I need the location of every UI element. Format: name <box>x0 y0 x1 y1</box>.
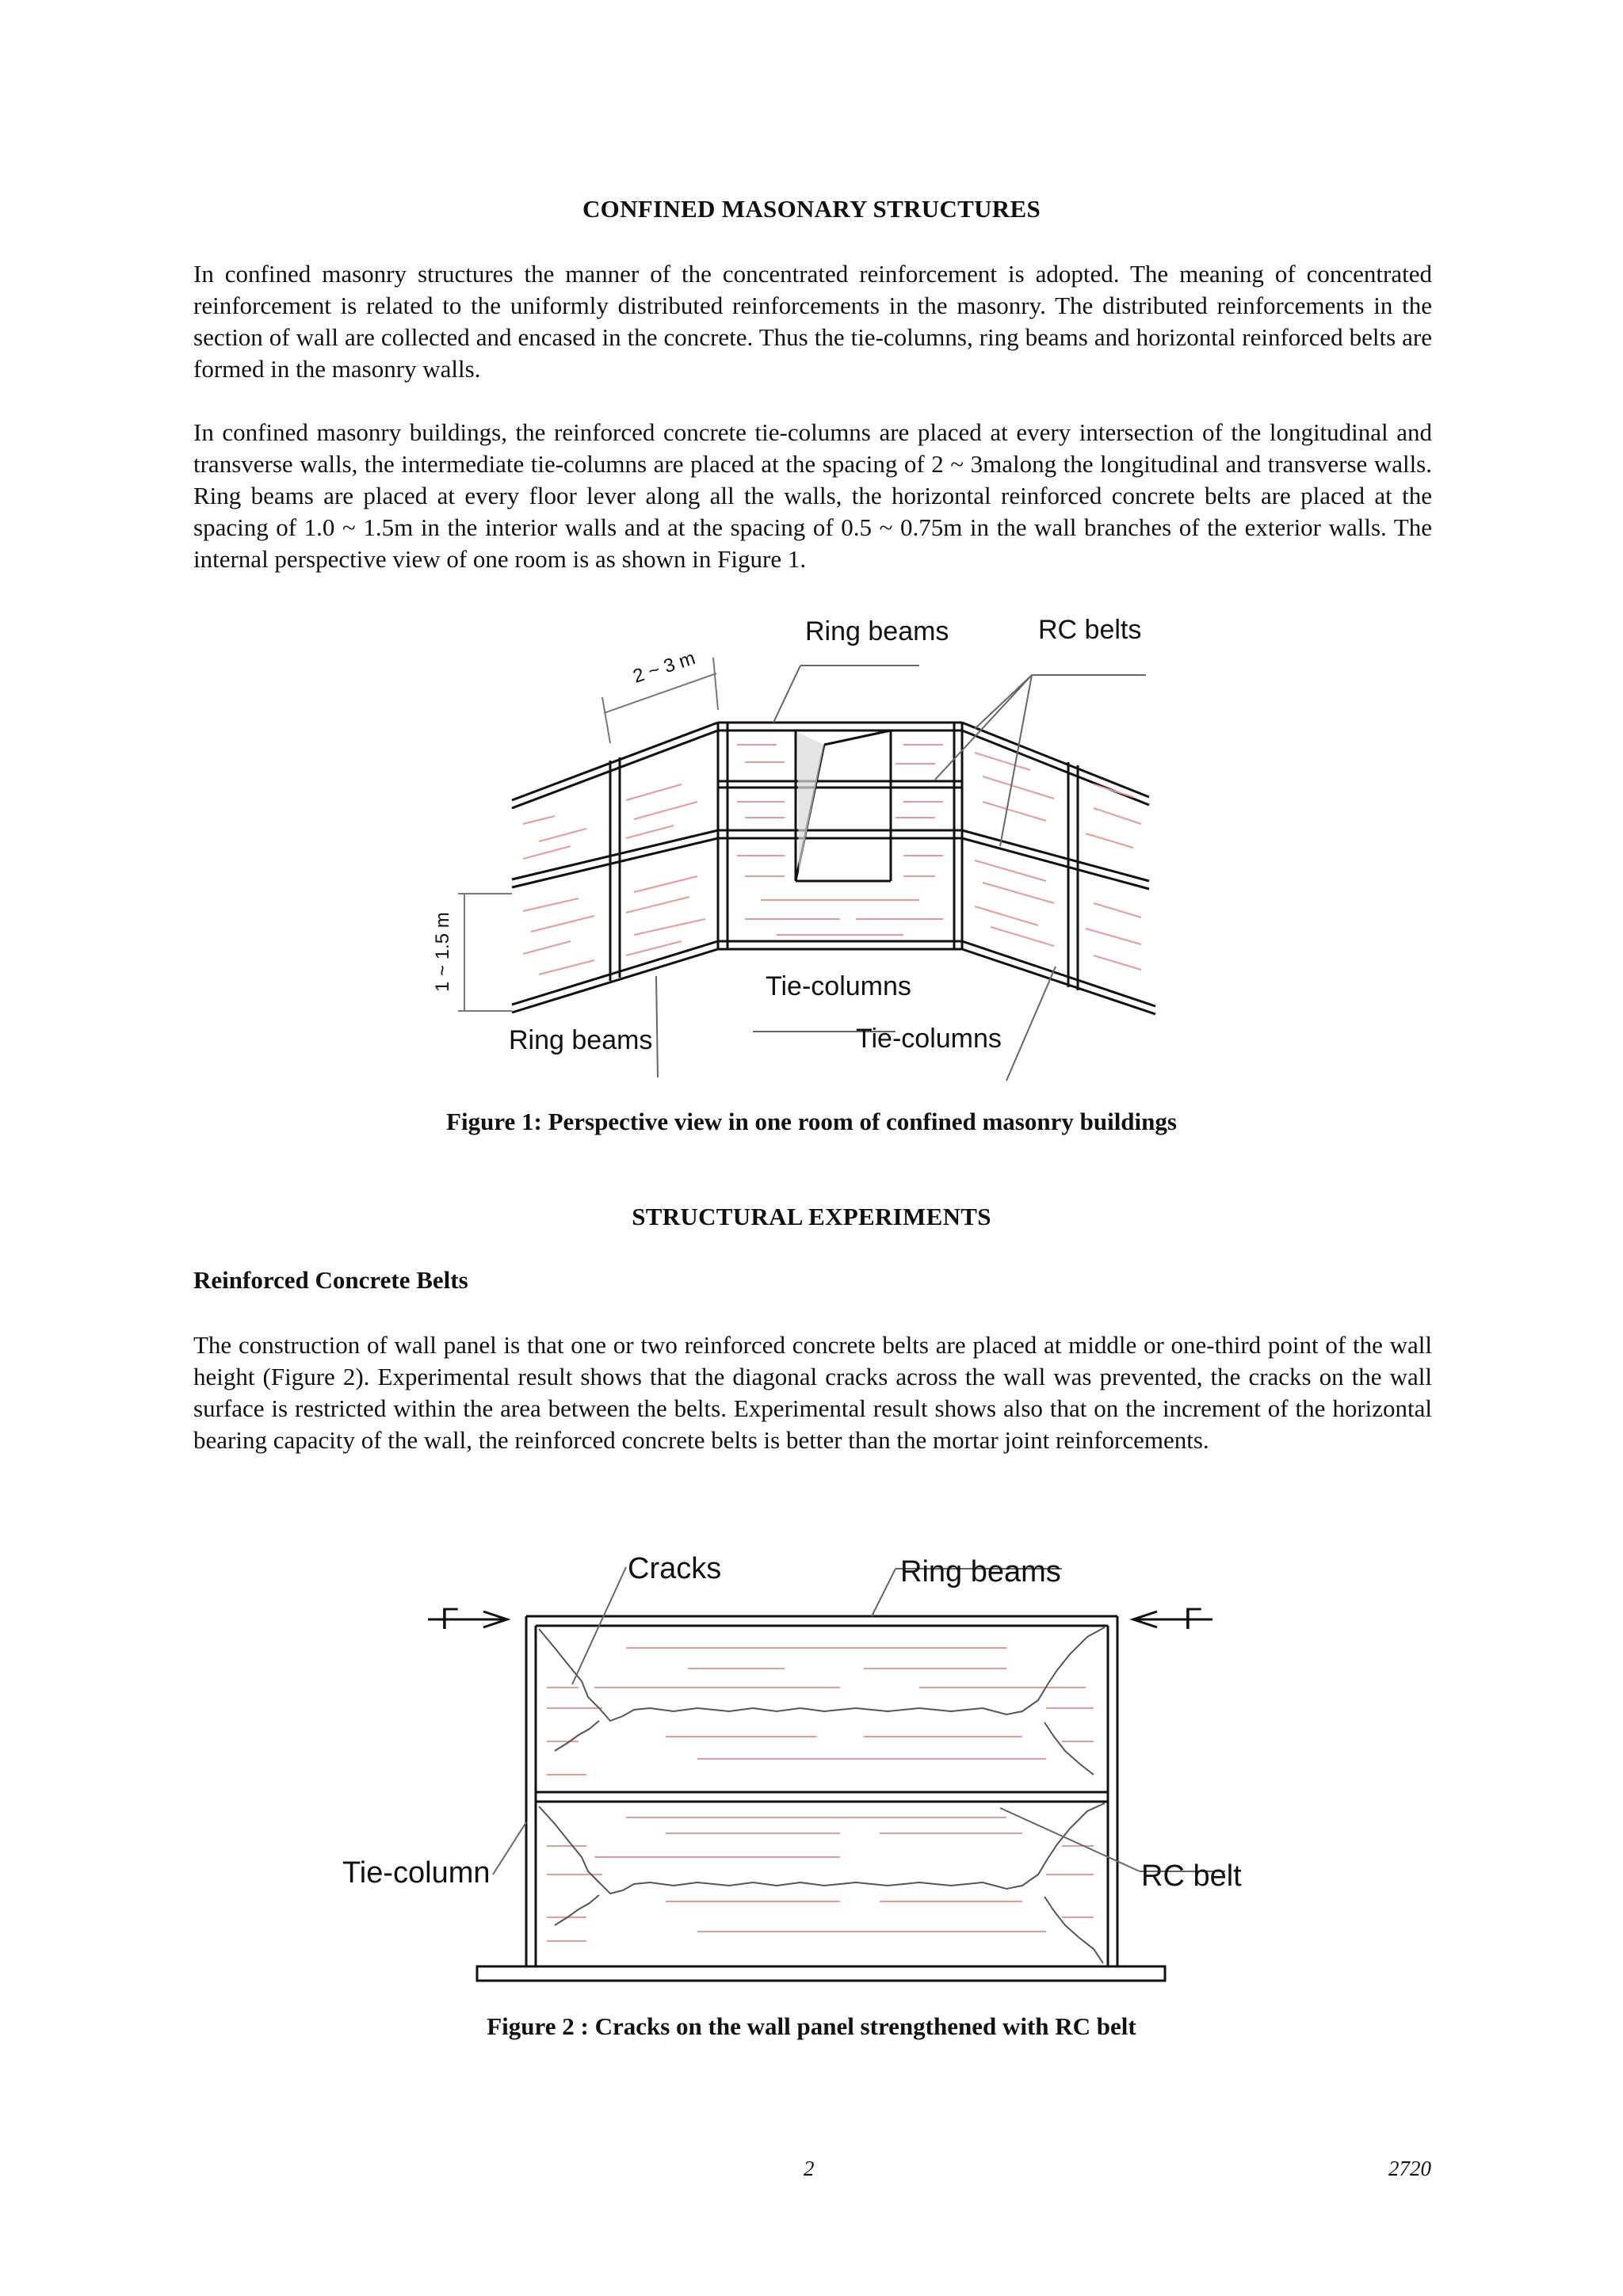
fig1-label-ring-beams-top: Ring beams <box>805 616 949 646</box>
figure-2-caption: Figure 2 : Cracks on the wall panel strengthened with RC belt <box>487 2012 1136 2040</box>
fig1-label-ring-beams-bottom: Ring beams <box>509 1025 653 1055</box>
paragraph-placement: In confined masonry buildings, the reinforced concrete tie-columns are placed at every intersection of the longitudinal and transverse walls, the intermediate tie-columns are placed at the spacing of 2 ~ 3malong the longitudinal and transverse walls. Ring beams are placed at every floor lever along all the walls, the horizontal reinforced concrete belts are placed at the spacing of 1.0 ~ 1.5m in the interior walls and at the spacing of 0.5 ~ 0.75m in the wall branches of the exterior walls. The internal perspective view of one room is as shown in Figure 1. <box>193 418 1432 573</box>
fig2-label-force-right: F <box>1184 1603 1203 1636</box>
section-title-confined-masonry: CONFINED MASONARY STRUCTURES <box>582 195 1041 223</box>
paper-number: 2720 <box>1388 2157 1431 2180</box>
fig1-label-dimension-side: 1 ~ 1.5 m <box>432 912 453 992</box>
fig2-label-tie-column: Tie-column <box>342 1856 491 1890</box>
fig1-label-tie-columns-1: Tie-columns <box>766 971 911 1001</box>
figure-2-wall-panel-cracks <box>0 1529 1623 1989</box>
fig2-label-rc-belt: RC belt <box>1141 1859 1242 1893</box>
fig1-label-tie-columns-2: Tie-columns <box>856 1024 1002 1054</box>
paragraph-intro: In confined masonry structures the manner of the concentrated reinforcement is adopted. The meaning of concentrated reinforcement is related to the uniformly distributed reinforcements in the masonry. The distributed reinforcements in the section of wall are collected and encased in the concrete. Thus the tie-columns, ring beams and horizontal reinforced belts are formed in the masonry walls. <box>193 260 1432 383</box>
fig2-label-force-left: F <box>441 1603 460 1636</box>
figure-1-caption: Figure 1: Perspective view in one room of confined masonry buildings <box>446 1108 1177 1135</box>
page-number: 2 <box>804 2157 815 2180</box>
fig2-label-ring-beams: Ring beams <box>900 1555 1061 1589</box>
figure-1-perspective-room <box>0 0 1623 1125</box>
subsection-title-rc-belts: Reinforced Concrete Belts <box>193 1266 468 1294</box>
section-title-structural-experiments: STRUCTURAL EXPERIMENTS <box>632 1203 991 1230</box>
fig2-label-cracks: Cracks <box>628 1552 722 1585</box>
paragraph-rc-belts: The construction of wall panel is that one or two reinforced concrete belts are placed at middle or one-third point of the wall height (Figure 2). Experimental result shows that the diagonal cracks across the wall was prevented, the cracks on the wall surface is restricted within the area between the belts. Experimental result shows also that on the increment of the horizontal bearing capacity of the wall, the reinforced concrete belts is better than the mortar joint reinforcements. <box>193 1331 1432 1454</box>
fig1-label-dimension-top: 2 ~ 3 m <box>630 647 698 688</box>
fig1-label-rc-belts: RC belts <box>1038 615 1142 645</box>
